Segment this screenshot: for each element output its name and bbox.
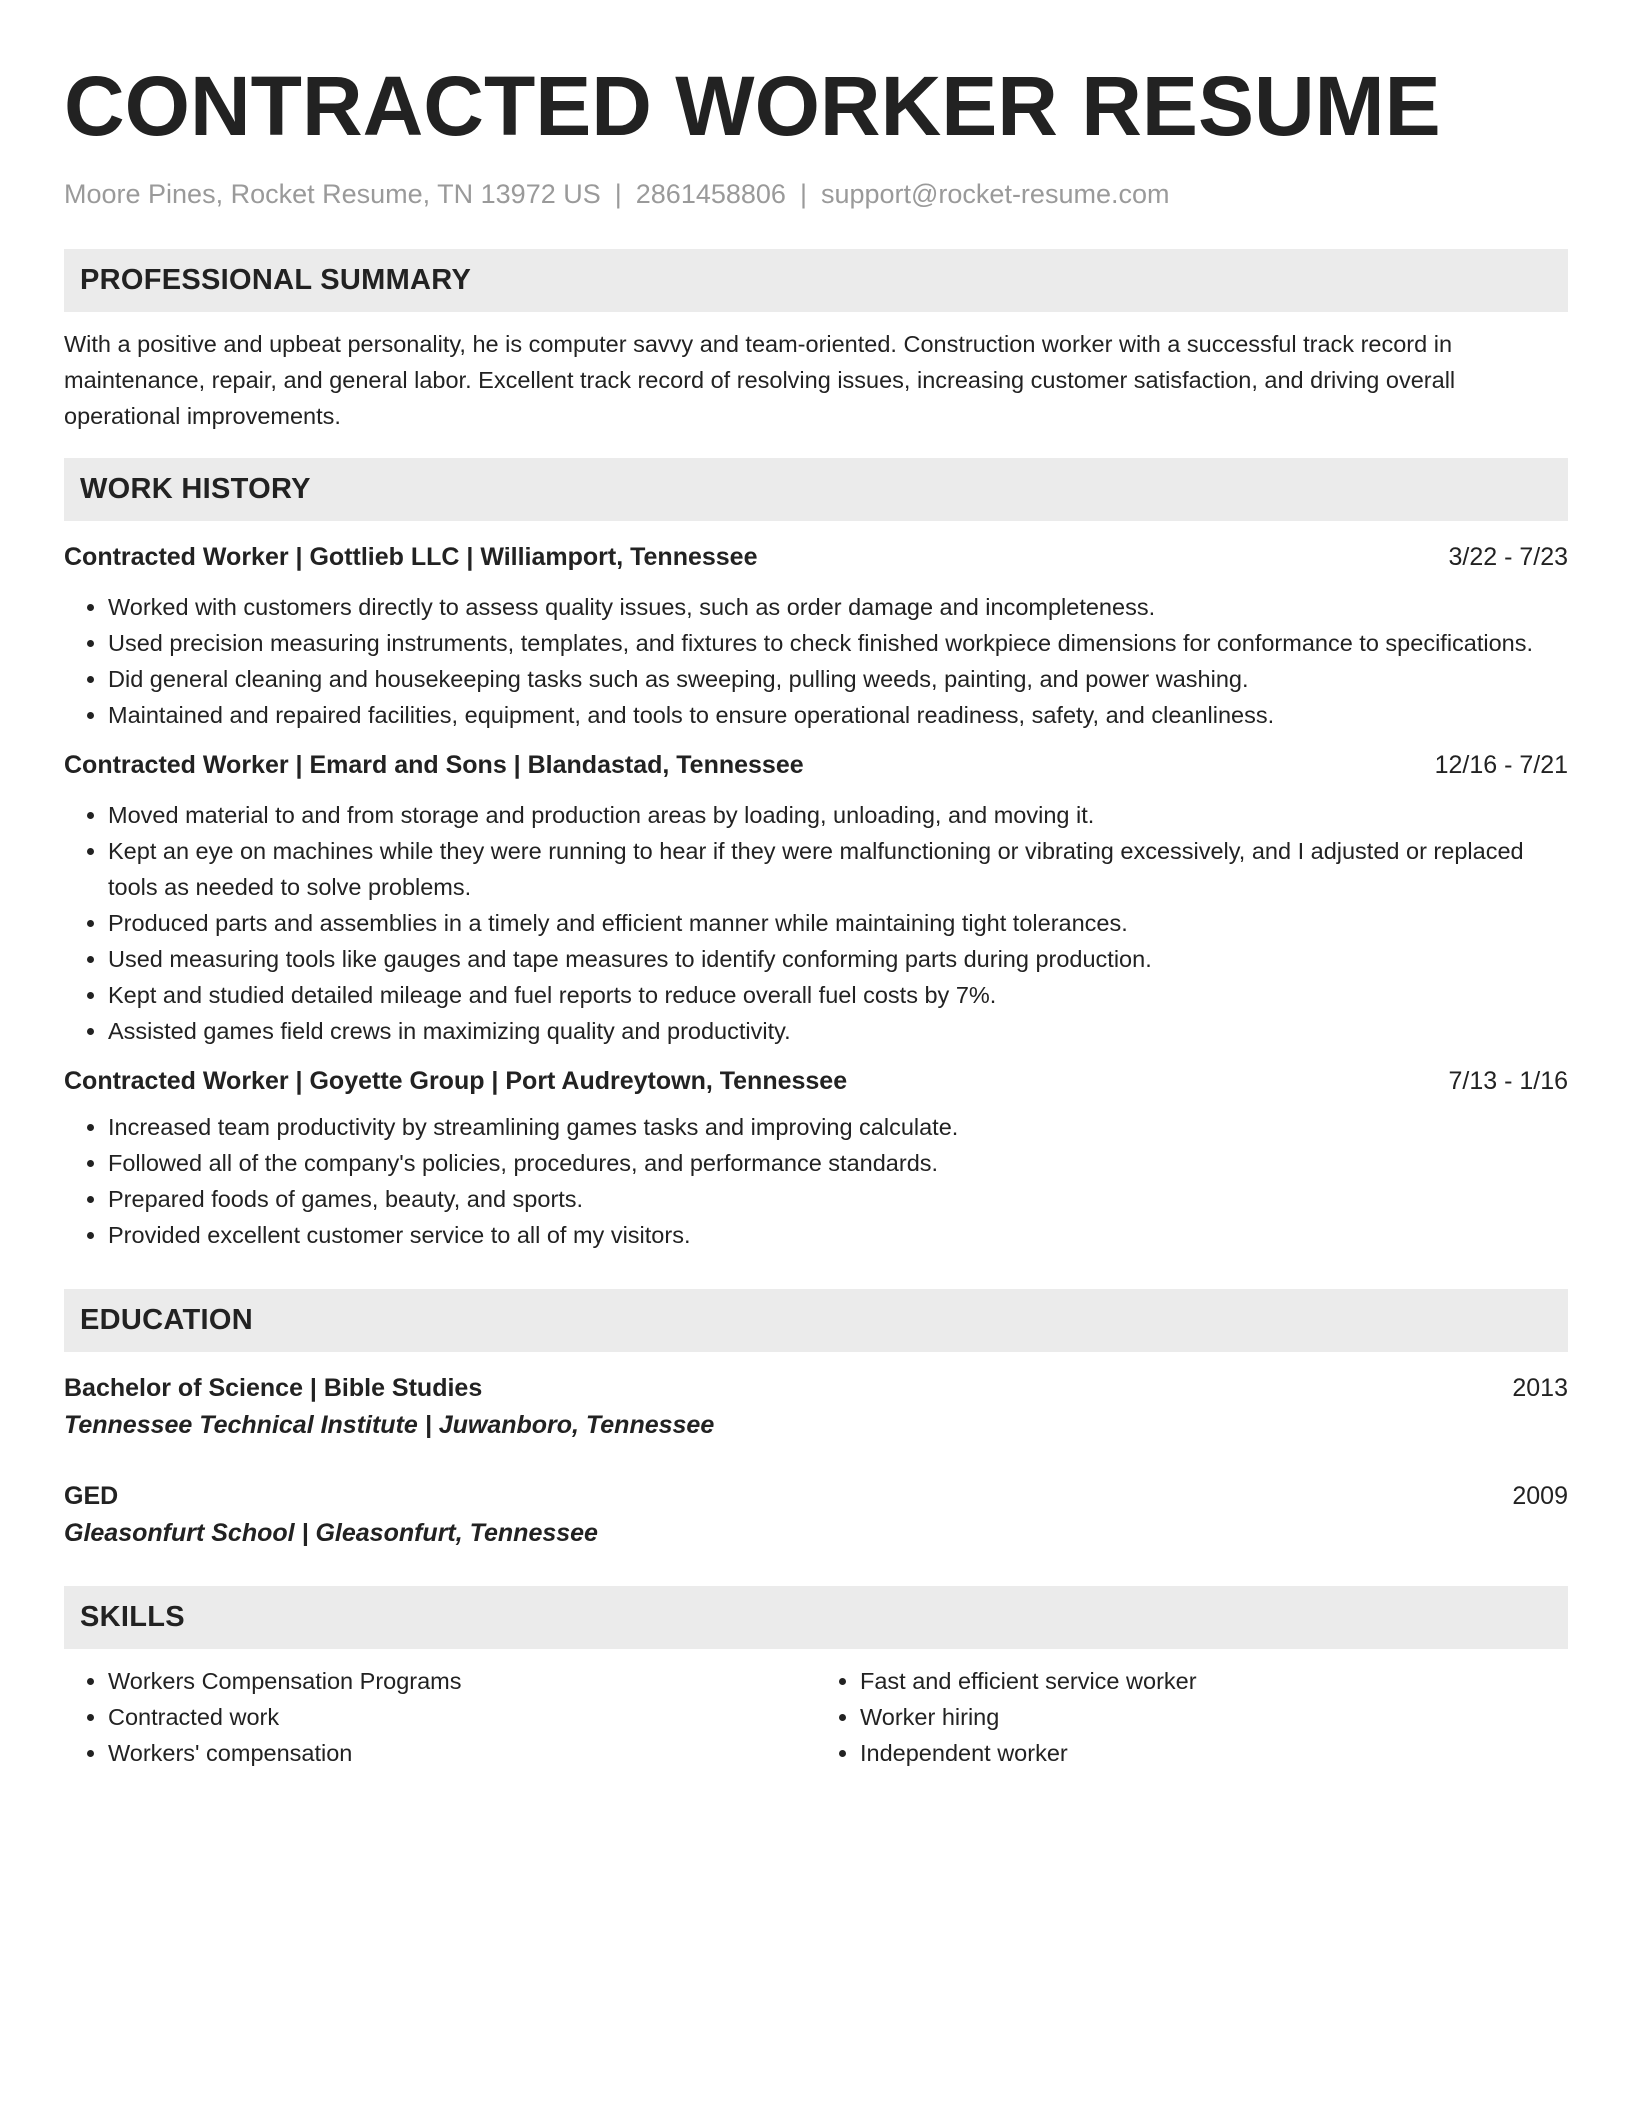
job-entry [64,539,1568,733]
job-bullets [64,589,1568,733]
job-bullet: • Kept and studied detailed mileage and fuel reports to reduce overall fuel costs by 7%. [108,977,1568,1013]
section-header-skills: SKILLS [64,1586,1568,1649]
education-year: 2013 [1512,1374,1568,1402]
education-header [64,1370,1568,1406]
contact-line [64,176,1568,212]
job-bullet: • Used precision measuring instruments, templates, and fixtures to check finished workpiece dimensions for conformance to specifications. [108,625,1568,661]
job-bullet: • Assisted games field crews in maximizing quality and productivity. [108,1013,1568,1049]
job-entry [64,747,1568,1049]
section-header-work-history: WORK HISTORY [64,458,1568,521]
education-entry [64,1478,1568,1552]
education-degree: GED [64,1482,119,1510]
job-bullet: • Used measuring tools like gauges and tape measures to identify conforming parts during production. [108,941,1568,977]
contact-email: support@rocket-resume.com [820,179,1170,209]
skills-list [64,1663,1568,1771]
job-bullets [64,797,1568,1049]
contact-phone: 2861458806 [635,179,786,209]
job-title: Contracted Worker | Emard and Sons | Blandastad, Tennessee [64,751,804,779]
job-header [64,747,1568,783]
job-bullet: • Maintained and repaired facilities, equipment, and tools to ensure operational readiness, safety, and cleanliness. [108,697,1568,733]
education-degree: Bachelor of Science | Bible Studies [64,1374,483,1402]
summary-text: With a positive and upbeat personality, he is computer savvy and team-oriented. Construction worker with a successful track record in maintenance, repair, and general labor. Excellent track record of resolving issues, increasing customer satisfaction, and driving overall operational improvements. [64,331,1456,429]
skill-item: • Workers Compensation Programs [108,1663,816,1699]
job-bullets [64,1109,1568,1253]
resume-title: CONTRACTED WORKER RESUME [64,59,1441,153]
job-entry [64,1063,1568,1253]
contact-separator: | [614,179,622,209]
section-header-summary: PROFESSIONAL SUMMARY [64,249,1568,312]
contact-separator: | [799,179,807,209]
skill-item: • Independent worker [860,1735,1568,1771]
job-title: Contracted Worker | Goyette Group | Port Audreytown, Tennessee [64,1067,848,1095]
education-header [64,1478,1568,1514]
job-header [64,1063,1568,1099]
section-header-education: EDUCATION [64,1289,1568,1352]
job-bullet: • Followed all of the company's policies, procedures, and performance standards. [108,1145,1568,1181]
job-title: Contracted Worker | Gottlieb LLC | Williamport, Tennessee [64,543,758,571]
job-bullet: • Moved material to and from storage and production areas by loading, unloading, and moving it. [108,797,1568,833]
job-header [64,539,1568,575]
job-dates: 3/22 - 7/23 [1448,543,1568,571]
skills-column-right [816,1663,1568,1771]
education-entry [64,1370,1568,1444]
education-year: 2009 [1512,1482,1568,1510]
skill-item: • Fast and efficient service worker [860,1663,1568,1699]
job-bullet: • Did general cleaning and housekeeping tasks such as sweeping, pulling weeds, painting, and power washing. [108,661,1568,697]
job-dates: 7/13 - 1/16 [1448,1067,1568,1095]
job-bullet: • Worked with customers directly to assess quality issues, such as order damage and incompleteness. [108,589,1568,625]
skill-item: • Contracted work [108,1699,816,1735]
job-bullet: • Increased team productivity by streamlining games tasks and improving calculate. [108,1109,1568,1145]
skill-item: • Workers' compensation [108,1735,816,1771]
job-dates: 12/16 - 7/21 [1434,751,1568,779]
contact-address: Moore Pines, Rocket Resume, TN 13972 US [64,179,601,209]
education-school: Tennessee Technical Institute | Juwanboro, Tennessee [64,1411,715,1439]
job-bullet: • Provided excellent customer service to all of my visitors. [108,1217,1568,1253]
skill-item: • Worker hiring [860,1699,1568,1735]
education-school: Gleasonfurt School | Gleasonfurt, Tennessee [64,1519,598,1547]
job-bullet: • Kept an eye on machines while they were running to hear if they were malfunctioning or vibrating excessively, and I adjusted or replaced tools as needed to solve problems. [108,833,1568,905]
job-bullet: • Produced parts and assemblies in a timely and efficient manner while maintaining tight tolerances. [108,905,1568,941]
skills-column-left [64,1663,816,1771]
job-bullet: • Prepared foods of games, beauty, and sports. [108,1181,1568,1217]
